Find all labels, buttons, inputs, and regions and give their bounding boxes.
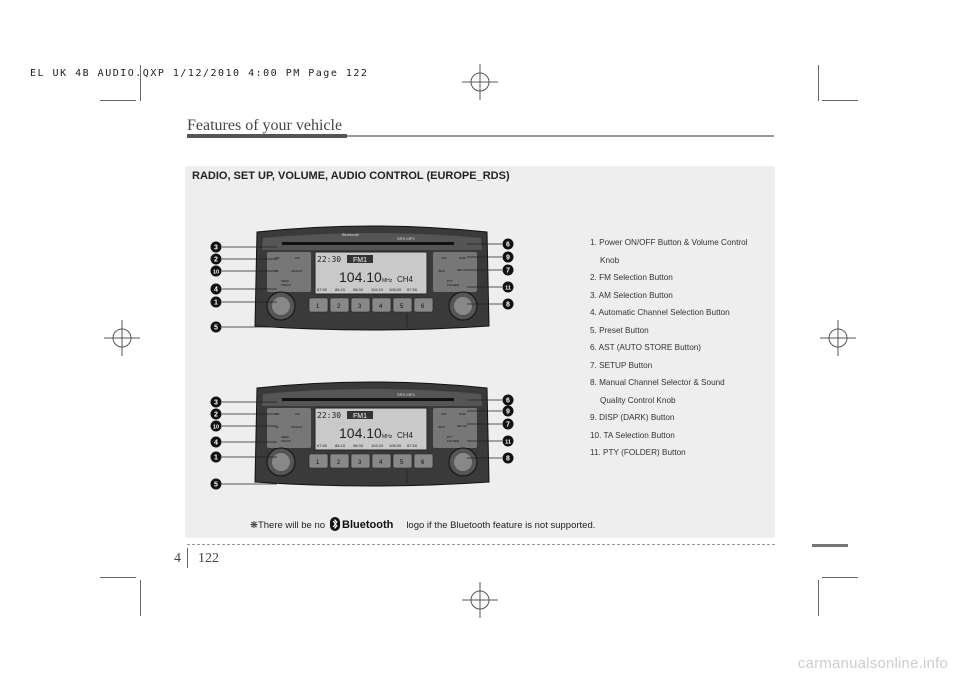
display-frequency: 104.10 [339,269,382,285]
legend-item-text: 3. AM Selection Button [590,290,673,300]
preset-button-label: 6 [421,304,425,310]
bluetooth-logo [330,517,396,534]
callout-number: 2 [214,256,218,264]
left-button-label: FM [275,412,280,416]
left-button-label: AM [295,412,300,416]
legend-item [590,357,775,375]
page-number-value: 122 [198,551,219,566]
legend-item-text: 8. Manual Channel Selector & Sound [590,378,725,387]
display-preset-freq: 88.10 [335,443,346,448]
radio-logos: SRS MP3 [397,392,415,397]
display-channel: CH4 [397,431,414,440]
display-band: FM1 [353,257,367,264]
callout-number: 10 [212,424,220,431]
legend-item [590,322,775,340]
display-preset-freq: 88.10 [335,287,346,292]
cd-slot [282,242,454,245]
callout-number: 3 [214,244,218,252]
registration-mark [462,582,498,618]
display-frequency: 104.10 [339,425,382,441]
preset-button-label: 2 [337,304,341,310]
legend-item [590,409,775,427]
header-rule [187,134,347,138]
header-rule-thin [347,135,774,137]
legend-item-text: 4. Automatic Channel Selection Button [590,308,730,317]
legend-item [590,444,775,462]
left-button-label: TRACK [281,439,292,443]
cd-slot-area [262,389,482,406]
crop-mark [100,100,136,101]
preset-button-label: 5 [400,460,404,466]
callout-number: 7 [506,421,510,429]
display-preset-freq: 108.00 [389,443,402,448]
preset-button-label: 4 [379,460,383,466]
callout-number: 11 [505,439,511,446]
right-button-label: INFO [438,269,446,273]
display-preset-freq: 87.50 [407,287,418,292]
radio-illustration-standard [212,378,522,494]
section-title: Features of your vehicle [187,117,343,134]
display-band: FM1 [353,413,367,420]
crop-mark [818,65,819,101]
callout-number: 9 [506,408,510,416]
right-button-label: PTY [447,435,453,439]
registration-mark [820,320,856,356]
print-slug: EL UK 4B AUDIO.QXP 1/12/2010 4:00 PM Page 122 [30,68,369,79]
right-button-label: FOLDER [447,283,460,287]
legend-item-continuation: Quality Control Knob [600,395,676,405]
page-section: 4 [174,551,181,566]
right-button-label: AST [441,256,447,260]
legend-item-text: 2. FM Selection Button [590,273,673,282]
right-button-label: AST [441,412,447,416]
preset-button-label: 4 [379,304,383,310]
legend-item-text: 10. TA Selection Button [590,430,675,440]
callout-number: 11 [505,285,511,292]
right-button-label: DISP [459,256,467,260]
footer-rule [187,544,775,546]
callout-number: 1 [214,299,218,307]
left-button-label: TA [275,425,279,429]
callout-number: 4 [214,286,218,294]
cd-slot [282,398,454,401]
right-button-label: DISP [459,412,467,416]
footnote-text-pre: ❋There will be no [250,520,326,532]
legend-item [590,374,775,409]
display-preset-freq: 104.10 [371,287,384,292]
right-button-label: FOLDER [447,439,460,443]
left-button-label: FM [275,256,280,260]
legend-item-text: 11. PTY (FOLDER) Button [590,448,686,457]
power-volume-knob-cap [272,453,290,471]
display-time: 22:30 [317,255,342,264]
footer-bar [812,544,848,547]
right-button-label: PTY [447,279,453,283]
callout-number: 8 [506,301,510,309]
callout-number: 6 [506,397,510,405]
left-button-label: CD/AUX [291,425,303,429]
display-preset-freq: 108.00 [389,287,402,292]
left-button-label: AM [295,256,300,260]
left-button-label: SEEK [281,279,290,283]
preset-button-label: 2 [337,460,341,466]
bluetooth-logo-text: Bluetooth [341,519,393,531]
display-preset-freq: 87.50 [407,443,418,448]
left-button-label: TA [275,269,279,273]
right-button-label: SETUP [457,268,468,272]
page-number [174,551,219,567]
radio-svg [202,374,532,500]
preset-button-label: 3 [358,460,362,466]
preset-button-label: 1 [316,460,320,466]
page-number-divider [187,548,188,568]
callout-number: 2 [214,411,218,419]
left-button-label: CD/AUX [291,269,303,273]
preset-button-label: 3 [358,304,362,310]
radio-brand-text: Bluetooth [342,232,359,237]
power-volume-knob-cap [272,297,290,315]
crop-mark [100,577,136,578]
radio-illustration-bluetooth [212,222,522,338]
tune-knob-cap [454,297,472,315]
cd-slot-area [262,233,482,250]
footnote-text-post: logo if the Bluetooth feature is not supported. [406,520,596,532]
legend-item-text: 7. SETUP Button [590,360,653,370]
callout-number: 1 [214,454,218,462]
legend-item [590,287,775,305]
radio-svg [202,218,532,344]
callout-number: 3 [214,399,218,407]
callout-number: 5 [214,481,218,489]
display-unit: MHz [382,278,393,284]
figure-title: RADIO, SET UP, VOLUME, AUDIO CONTROL (EUROPE_RDS) [192,170,510,182]
callout-number: 5 [214,324,218,332]
left-button-label: TRACK [281,283,292,287]
button-legend [590,234,775,462]
preset-button-label: 5 [400,304,404,310]
legend-item-text: 9. DISP (DARK) Button [590,413,675,422]
legend-item [590,234,775,269]
callout-number: 9 [506,254,510,262]
display-preset-freq: 87.50 [317,287,328,292]
display-preset-freq: 104.10 [371,443,384,448]
tune-knob-cap [454,453,472,471]
crop-mark [818,580,819,616]
right-button-label: INFO [438,425,446,429]
left-button-label: SEEK [281,435,290,439]
preset-button-label: 1 [316,304,320,310]
callout-number: 4 [214,439,218,447]
display-time: 22:30 [317,411,342,420]
callout-number: 7 [506,267,510,275]
legend-item [590,304,775,322]
legend-item-continuation: Knob [600,255,620,265]
registration-mark [462,64,498,100]
legend-item [590,427,775,445]
watermark: carmanualsonline.info [797,655,948,672]
crop-mark [822,100,858,101]
display-preset-freq: 98.00 [353,287,364,292]
right-button-label: SETUP [457,424,468,428]
display-unit: MHz [382,434,393,440]
legend-item-text: 5. Preset Button [590,325,649,335]
display-preset-freq: 98.00 [353,443,364,448]
callout-number: 10 [212,269,220,276]
legend-item [590,339,775,357]
display-channel: CH4 [397,275,414,284]
registration-mark [104,320,140,356]
radio-logos: SRS MP3 [397,236,415,241]
display-preset-freq: 87.50 [317,443,328,448]
callout-number: 8 [506,455,510,463]
crop-mark [822,577,858,578]
callout-number: 6 [506,241,510,249]
preset-button-label: 6 [421,460,425,466]
legend-item [590,269,775,287]
legend-item-text: 6. AST (AUTO STORE Button) [590,343,702,352]
footnote [250,517,595,534]
legend-item-text: 1. Power ON/OFF Button & Volume Control [590,238,748,247]
crop-mark [140,580,141,616]
